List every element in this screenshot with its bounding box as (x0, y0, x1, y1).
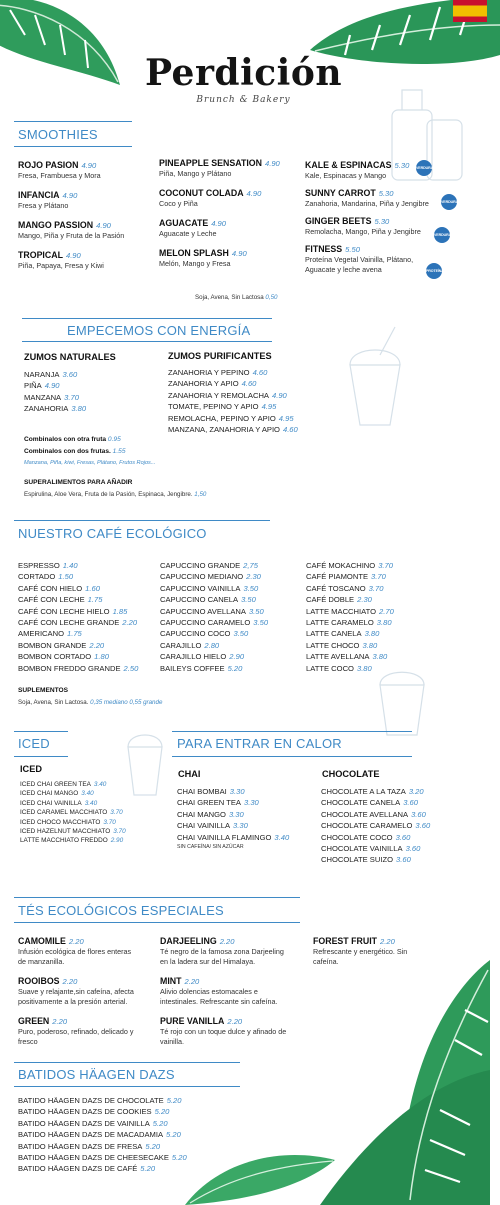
section-divider (14, 146, 132, 147)
milk-note: Soja, Avena, Sin Lactosa 0,50 (195, 294, 278, 301)
menu-item: CAMOMILE 2.20 Infusión ecológica de flores enteras de manzanilla. (18, 936, 132, 966)
list-item: BATIDO HÄAGEN DAZS DE COOKIES 5.20 (18, 1107, 170, 1117)
list-item: CAFÉ CON LECHE 1.75 (18, 595, 103, 605)
list-item: BATIDO HÄAGEN DAZS DE CHOCOLATE 5.20 (18, 1096, 182, 1105)
menu-item: TROPICAL 4.90 Piña, Papaya, Fresa y Kiwi (18, 250, 104, 270)
subheading-chai: CHAI (178, 769, 201, 779)
list-item: CAFÉ CON HIELO 1.60 (18, 583, 100, 593)
section-divider (14, 1062, 240, 1063)
section-divider (14, 520, 270, 521)
list-item: CHOCOLATE AVELLANA 3.60 (321, 809, 426, 819)
cafe-col-3 (306, 560, 394, 674)
verduras-badge: VERDURAS (434, 227, 450, 243)
list-item: CAPUCCINO COCO 3.50 (160, 629, 249, 639)
section-divider (14, 121, 132, 122)
smoothies-col-1 (18, 160, 158, 280)
list-item: CAPUCCINO MEDIANO 2.30 (160, 572, 261, 582)
menu-item: PURE VANILLA 2.20 Té rojo con un toque dulce y afinado de vainilla. (160, 1016, 287, 1046)
tes-col-3 (313, 936, 413, 976)
brand-logo: Perdición (144, 52, 343, 94)
zumos-purificantes-list (168, 367, 298, 435)
superalimentos-heading: SUPERALIMENTOS PARA AÑADIR (24, 479, 133, 486)
list-item: ZANAHORIA Y REMOLACHA 4.90 (168, 390, 287, 400)
list-item: CAFÉ PIAMONTE 3.70 (306, 572, 386, 582)
list-item: CHAI MANGO 3.30 (177, 809, 244, 819)
smoothies-col-3 (305, 160, 465, 282)
list-item: CAFÉ CON LECHE HIELO 1.85 (18, 606, 128, 616)
chai-list (177, 786, 289, 843)
list-item: BATIDO HÄAGEN DAZS DE FRESA 5.20 (18, 1141, 161, 1151)
list-item: CAPUCCINO CANELA 3.50 (160, 595, 256, 605)
menu-item: GINGER BEETS 5.30 Remolacha, Mango, Piña y Jengibre (305, 216, 421, 236)
list-item: MANZANA 3.70 (24, 392, 79, 402)
menu-item: DARJEELING 2.20 Té negro de la famosa zona Darjeeling en la ladera sur del Himalaya. (160, 936, 284, 966)
cafe-col-1 (18, 560, 138, 674)
list-item: BATIDO HÄAGEN DAZS DE CAFÉ 5.20 (18, 1164, 156, 1174)
section-title-calor: PARA ENTRAR EN CALOR (177, 736, 342, 751)
list-item: REMOLACHA, PEPINO Y APIO 4.95 (168, 413, 294, 423)
menu-item: INFANCIA 4.90 Fresa y Plátano (18, 190, 78, 210)
combo-fruits-list: Manzana, Piña, kiwi, Fresas, Plátano, Frutos Rojos... (24, 460, 156, 466)
list-item: CHOCOLATE VAINILLA 3.60 (321, 844, 421, 854)
cafe-col-2 (160, 560, 268, 674)
list-item: CHOCOLATE A LA TAZA 3.20 (321, 787, 424, 796)
list-item: ICED CHAI MANGO 3.40 (20, 790, 94, 798)
list-item: CAPUCCINO AVELLANA 3.50 (160, 606, 264, 616)
list-item: BATIDO HÄAGEN DAZS DE MACADAMIA 5.20 (18, 1130, 181, 1140)
list-item: ZANAHORIA Y APIO 4.60 (168, 379, 257, 389)
section-divider (14, 1086, 240, 1087)
suplementos-note: Soja, Avena, Sin Lactosa. 0,35 mediano 0,55 grande (18, 699, 163, 706)
menu-item: MELON SPLASH 4.90 Melón, Mango y Fresa (159, 248, 247, 268)
list-item: ICED CHAI VAINILLA 3.40 (20, 799, 98, 807)
section-divider (14, 731, 68, 732)
section-title-batidos: BATIDOS HÄAGEN DAZS (18, 1067, 175, 1082)
list-item: PIÑA 4.90 (24, 381, 60, 391)
frappe-sketch (120, 725, 170, 800)
section-divider (172, 756, 412, 757)
list-item: TOMATE, PEPINO Y APIO 4.95 (168, 402, 277, 412)
list-item: CAPUCCINO VAINILLA 3.50 (160, 583, 259, 593)
list-item: CHAI VAINILLA FLAMINGO 3.40 (177, 832, 290, 842)
section-title-tes: TÉS ECOLÓGICOS ESPECIALES (18, 903, 224, 918)
section-divider (14, 897, 300, 898)
chai-note: SIN CAFEÍNA/ SIN AZÚCAR (177, 844, 244, 850)
verduras-badge: VERDURAS (441, 194, 457, 210)
list-item: LATTE CANELA 3.80 (306, 629, 380, 639)
list-item: ICED HAZELNUT MACCHIATO 3.70 (20, 828, 126, 836)
list-item: ICED CARAMEL MACCHIATO 3.70 (20, 809, 123, 817)
menu-item: MINT 2.20 Alivio dolencias estomacales e intestinales. Refrescante sin cafeína. (160, 976, 278, 1006)
subheading-chocolate: CHOCOLATE (322, 769, 380, 779)
section-divider (14, 922, 300, 923)
menu-item: PINEAPPLE SENSATION 4.90 Piña, Mango y Plátano (159, 158, 280, 178)
list-item: CAFÉ DOBLE 2.30 (306, 595, 372, 605)
list-item: ZANAHORIA Y PEPINO 4.60 (168, 368, 268, 377)
list-item: CORTADO 1.50 (18, 572, 74, 582)
list-item: CHAI VAINILLA 3.30 (177, 821, 248, 831)
menu-item: MANGO PASSION 4.90 Mango, Piña y Fruta de la Pasión (18, 220, 125, 240)
section-divider (172, 731, 412, 732)
menu-item: GREEN 2.20 Puro, poderoso, refinado, delicado y fresco (18, 1016, 134, 1046)
section-title-smoothies: SMOOTHIES (18, 127, 98, 142)
list-item: CHAI GREEN TEA 3.30 (177, 798, 259, 808)
section-divider (22, 341, 272, 342)
zumos-naturales-list (24, 369, 86, 415)
section-title-iced: ICED (18, 736, 50, 751)
list-item: BOMBON GRANDE 2.20 (18, 640, 105, 650)
list-item: NARANJA 3.60 (24, 370, 78, 379)
section-divider (14, 756, 68, 757)
list-item: CAPUCCINO GRANDE 2,75 (160, 561, 258, 570)
proteina-badge: PROTEÍNA (426, 263, 442, 279)
list-item: CHOCOLATE COCO 3.60 (321, 832, 411, 842)
list-item: BOMBON CORTADO 1.80 (18, 652, 109, 662)
menu-item: ROJO PASION 4.90 Fresa, Frambuesa y Mora (18, 160, 101, 180)
combo-two-fruits: Combinalos con dos frutas. 1.55 (24, 448, 126, 455)
milkshake-sketch (340, 325, 410, 435)
list-item: LATTE CHOCO 3.80 (306, 640, 378, 650)
section-title-energia: EMPECEMOS CON ENERGÍA (67, 323, 251, 338)
brand-tagline: Brunch & Bakery (196, 95, 291, 105)
suplementos-heading: SUPLEMENTOS (18, 687, 69, 694)
list-item: ICED CHAI GREEN TEA 3.40 (20, 781, 107, 788)
menu-item: ROOIBOS 2.20 Suave y relajante,sin cafeína, afecta positivamente a la presión arterial. (18, 976, 134, 1006)
menu-item: FITNESS 5.50 Proteína Vegetal Vainilla, Plátano, Aguacate y leche avena (305, 244, 414, 274)
combo-one-fruit: Combinalos con otra fruta 0.95 (24, 436, 121, 443)
list-item: ESPRESSO 1.40 (18, 561, 78, 570)
list-item: BATIDO HÄAGEN DAZS DE VAINILLA 5.20 (18, 1118, 168, 1128)
chocolate-list (321, 786, 430, 866)
tes-col-2 (160, 936, 288, 1056)
list-item: CHOCOLATE SUIZO 3.60 (321, 855, 411, 865)
section-title-cafe: NUESTRO CAFÉ ECOLÓGICO (18, 526, 207, 541)
section-divider (22, 318, 272, 319)
menu-item: AGUACATE 4.90 Aguacate y Leche (159, 218, 226, 238)
list-item: CAFÉ MOKACHINO 3.70 (306, 561, 393, 570)
subheading-zumos-naturales: ZUMOS NATURALES (24, 352, 116, 362)
list-item: BOMBON FREDDO GRANDE 2.50 (18, 663, 139, 673)
menu-item: SUNNY CARROT 5.30 Zanahoria, Mandarina, Piña y Jengibre (305, 188, 429, 208)
tes-col-1 (18, 936, 138, 1056)
menu-item: KALE & ESPINACAS 5.30 Kale, Espinacas y Mango (305, 160, 410, 180)
list-item: LATTE MACCHIATO 2.70 (306, 606, 394, 616)
list-item: CHAI BOMBAI 3.30 (177, 787, 245, 796)
palm-leaf-bottom-right (260, 960, 490, 1205)
list-item: ZANAHORIA 3.80 (24, 404, 87, 414)
list-item: CAFÉ TOSCANO 3.70 (306, 583, 384, 593)
list-item: CARAJILLO HIELO 2.90 (160, 652, 245, 662)
list-item: ICED CHOCO MACCHIATO 3.70 (20, 818, 116, 826)
list-item: BAILEYS COFFEE 5.20 (160, 663, 243, 673)
list-item: LATTE COCO 3.80 (306, 663, 372, 673)
list-item: LATTE CARAMELO 3.80 (306, 618, 392, 628)
list-item: CHOCOLATE CANELA 3.60 (321, 798, 418, 808)
subheading-iced: ICED (20, 764, 42, 774)
menu-item: FOREST FRUIT 2.20 Refrescante y energético. Sin cafeína. (313, 936, 408, 966)
list-item: BATIDO HÄAGEN DAZS DE CHEESECAKE 5.20 (18, 1153, 187, 1163)
list-item: CARAJILLO 2.80 (160, 640, 220, 650)
superalimentos-list: Espirulina, Aloe Vera, Fruta de la Pasión, Espinaca, Jengibre. 1,50 (24, 491, 207, 498)
list-item: AMERICANO 1.75 (18, 629, 82, 639)
menu-item: COCONUT COLADA 4.90 Coco y Piña (159, 188, 262, 208)
list-item: LATTE MACCHIATO FREDDO 2.90 (20, 837, 124, 845)
list-item: CAFÉ CON LECHE GRANDE 2.20 (18, 618, 138, 628)
iced-list (20, 780, 126, 846)
smoothies-col-2 (159, 158, 304, 278)
verduras-badge: VERDURAS (416, 160, 432, 176)
list-item: LATTE AVELLANA 3.80 (306, 652, 388, 662)
spain-flag-icon[interactable] (453, 0, 487, 22)
batidos-list (18, 1095, 187, 1175)
list-item: MANZANA, ZANAHORIA Y APIO 4.60 (168, 425, 298, 435)
subheading-zumos-purificantes: ZUMOS PURIFICANTES (168, 351, 272, 361)
list-item: CHOCOLATE CARAMELO 3.60 (321, 821, 431, 831)
list-item: CAPUCCINO CARAMELO 3.50 (160, 618, 269, 628)
